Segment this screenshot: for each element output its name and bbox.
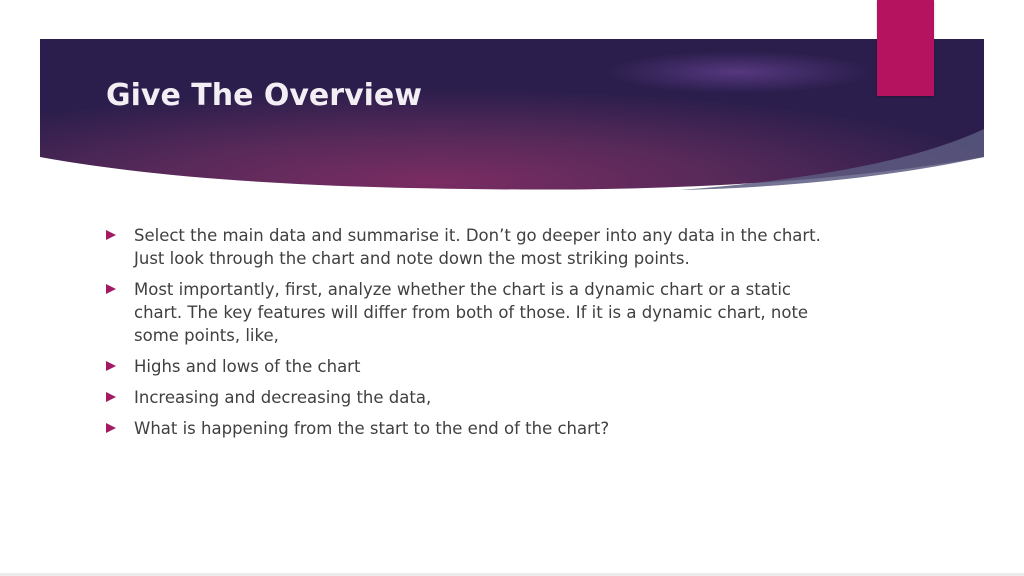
bullet-text: Highs and lows of the chart [134,357,361,376]
right-triangle-icon [106,392,116,402]
right-triangle-icon [106,361,116,371]
title-banner [40,39,984,199]
accent-tab [877,0,934,96]
bullet-item [106,278,836,347]
right-triangle-icon [106,423,116,433]
bullet-text: Increasing and decreasing the data, [134,388,432,407]
bullet-text: Select the main data and summarise it. Don’t go deeper into any data in the chart. Just look through the chart and note down the most striking points. [134,226,821,268]
bullet-item [106,355,836,378]
bullet-item [106,224,836,270]
banner-shape [40,39,984,199]
bullet-item [106,417,836,440]
bullet-list [106,224,836,448]
bullet-text: What is happening from the start to the end of the chart? [134,419,610,438]
bullet-item [106,386,836,409]
right-triangle-icon [106,284,116,294]
bullet-text: Most importantly, first, analyze whether the chart is a dynamic chart or a static chart. The key features will differ from both of those. If it is a dynamic chart, note some points, like, [134,280,809,345]
slide-title: Give The Overview [106,78,422,113]
right-triangle-icon [106,230,116,240]
